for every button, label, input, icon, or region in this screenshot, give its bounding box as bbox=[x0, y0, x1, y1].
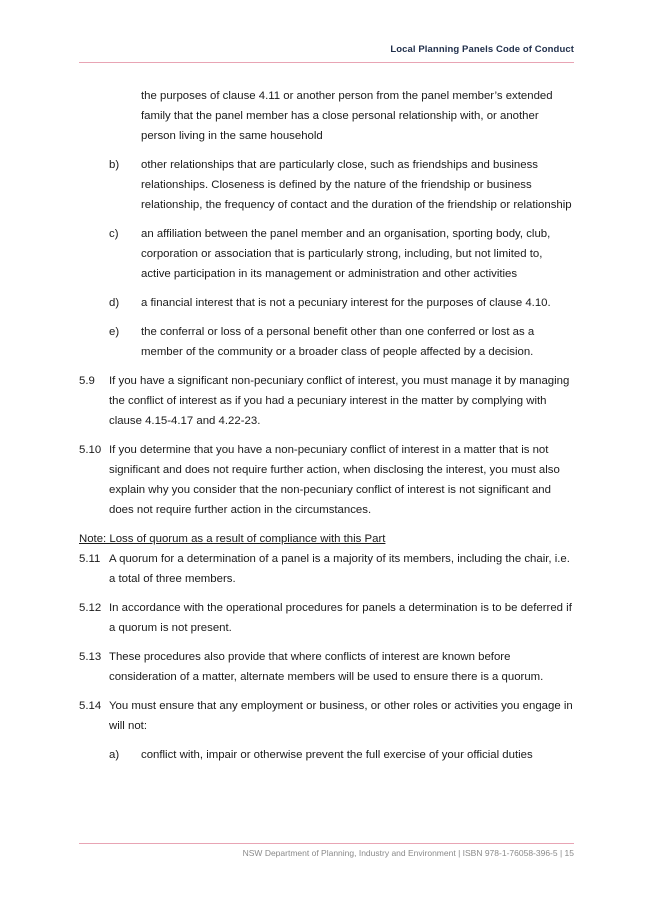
clause-number: 5.13 bbox=[79, 651, 102, 663]
clause-5-13 bbox=[79, 647, 574, 687]
header-divider bbox=[79, 62, 574, 63]
list-item-a bbox=[79, 745, 574, 765]
note-heading: Note: Loss of quorum as a result of compliance with this Part bbox=[79, 533, 386, 545]
list-item-label: a) bbox=[109, 749, 120, 761]
list-item-b bbox=[79, 155, 574, 215]
clause-5-10 bbox=[79, 440, 574, 520]
list-item-text: the conferral or loss of a personal benefit other than one conferred or lost as a member of the community or a broader class of people affected by a decision. bbox=[141, 326, 535, 358]
clause-text: These procedures also provide that where conflicts of interest are known before consideration of a matter, alternate members will be used to ensure there is a quorum. bbox=[109, 651, 544, 683]
list-item-c bbox=[79, 224, 574, 284]
footer-divider bbox=[79, 843, 574, 844]
clause-number: 5.14 bbox=[79, 700, 102, 712]
list-item-text: other relationships that are particularly close, such as friendships and business relationships. Closeness is defined by the nature of the friendship or business relationship, the frequency of contact and the duration of the friendship or relationship bbox=[141, 159, 572, 211]
clause-5-9 bbox=[79, 371, 574, 431]
list-item-d bbox=[79, 293, 574, 313]
clause-number: 5.10 bbox=[79, 444, 102, 456]
clause-5-14 bbox=[79, 696, 574, 736]
list-item-text: a financial interest that is not a pecuniary interest for the purposes of clause 4.10. bbox=[141, 297, 551, 309]
list-item-text: an affiliation between the panel member and an organisation, sporting body, club, corporation or association that is particularly strong, including, but not limited to, active participation in its management or administration and other activities bbox=[141, 228, 551, 280]
clause-number: 5.12 bbox=[79, 602, 102, 614]
document-body bbox=[79, 86, 574, 774]
list-item-label: d) bbox=[109, 297, 120, 309]
page-footer: NSW Department of Planning, Industry and Environment | ISBN 978-1-76058-396-5 | 15 bbox=[242, 848, 574, 858]
list-item-label: b) bbox=[109, 159, 120, 171]
list-item-e bbox=[79, 322, 574, 362]
list-item-label: e) bbox=[109, 326, 120, 338]
list-item-label: c) bbox=[109, 228, 119, 240]
clause-text: If you determine that you have a non-pecuniary conflict of interest in a matter that is not significant and does not require further action, when disclosing the interest, you must also explain why you consider that the non-pecuniary conflict of interest is not significant and does not require further action in the circumstances. bbox=[109, 444, 560, 516]
clause-number: 5.11 bbox=[79, 553, 101, 565]
clause-text: If you have a significant non-pecuniary conflict of interest, you must manage it by managing the conflict of interest as if you had a pecuniary interest in the matter by complying with clause 4.15-4.17 and 4.22-23. bbox=[109, 375, 570, 427]
continued-paragraph: the purposes of clause 4.11 or another person from the panel member’s extended family that the panel member has a close personal relationship with, or another person living in the same household bbox=[141, 90, 553, 142]
clause-5-12 bbox=[79, 598, 574, 638]
clause-number: 5.9 bbox=[79, 375, 95, 387]
clause-text: A quorum for a determination of a panel is a majority of its members, including the chair, i.e. a total of three members. bbox=[109, 553, 570, 585]
list-item-text: conflict with, impair or otherwise prevent the full exercise of your official duties bbox=[141, 749, 533, 761]
clause-text: You must ensure that any employment or business, or other roles or activities you engage in will not: bbox=[109, 700, 573, 732]
clause-5-11 bbox=[79, 549, 574, 589]
clause-text: In accordance with the operational procedures for panels a determination is to be deferred if a quorum is not present. bbox=[109, 602, 572, 634]
page-header-title: Local Planning Panels Code of Conduct bbox=[390, 44, 574, 55]
